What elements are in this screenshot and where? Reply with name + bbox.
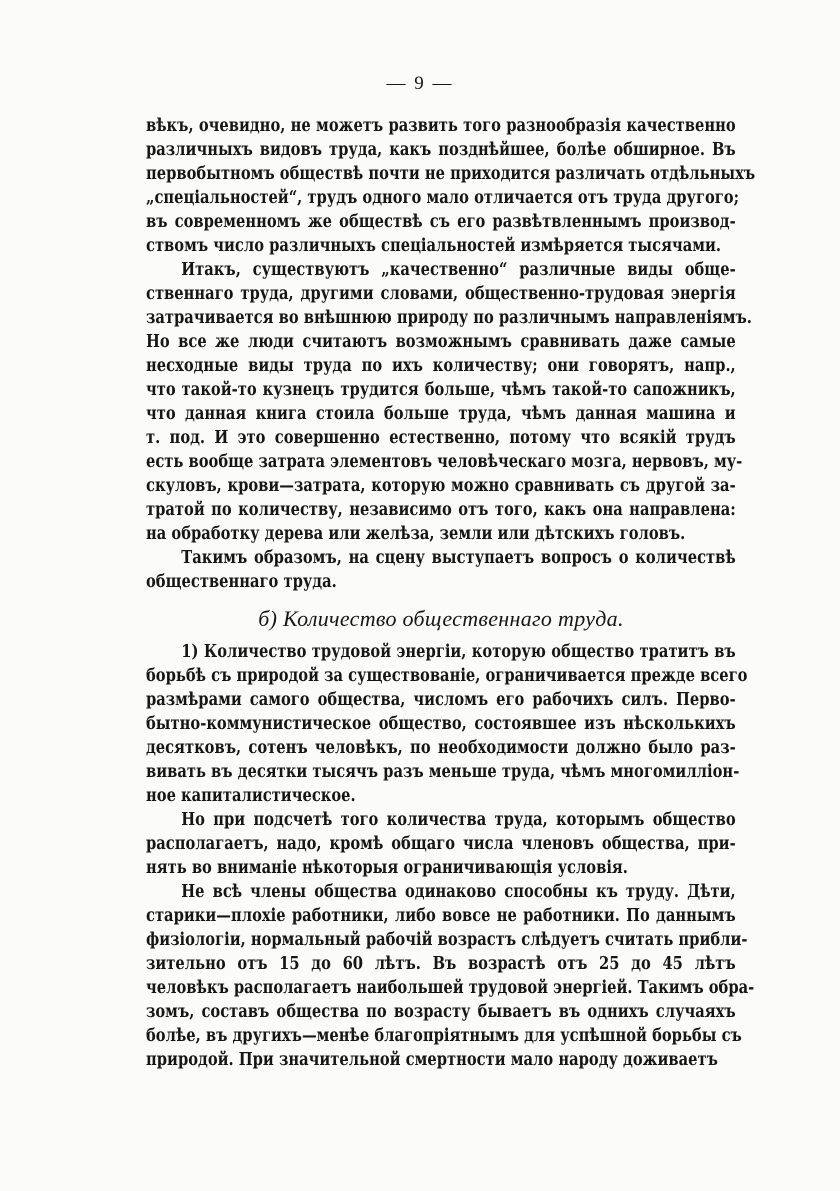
text-line: въ современномъ же обществѣ съ его развѣтвленнымъ производ- [146, 212, 736, 232]
paragraph [146, 808, 736, 880]
text-line: скуловъ, крови—затрата, которую можно сравнивать съ другой за- [146, 476, 736, 496]
text-line: 1) Количество трудовой энергіи, которую общество тратитъ въ [181, 642, 736, 662]
text-line: т. под. И это совершенно естественно, потому что всякій трудъ [146, 428, 736, 448]
text-line: зомъ, составъ общества по возрасту бываетъ въ однихъ случаяхъ [146, 1002, 736, 1022]
text-line: болѣе, въ другихъ—менѣе благопріятнымъ для успѣшной борьбы съ [146, 1026, 742, 1046]
text-line: Но все же люди считаютъ возможнымъ сравнивать даже самые [146, 332, 736, 352]
text-line: природой. При значительной смертности мало народу доживаетъ [146, 1050, 718, 1070]
paragraph [146, 546, 736, 594]
paragraph [146, 880, 755, 1072]
text-body [146, 114, 756, 1072]
text-line: Не всѣ члены общества одинаково способны къ труду. Дѣти, [181, 882, 736, 902]
text-line: бытно-коммунистическое общество, состоявшее изъ нѣсколькихъ [146, 714, 736, 734]
text-line: вѣкъ, очевидно, не можетъ развить того разнообразія качественно [146, 116, 736, 136]
text-line: ное капиталистическое. [146, 786, 356, 806]
text-line: размѣрами самого общества, числомъ его рабочихъ силъ. Перво- [146, 690, 736, 710]
paragraphs-after-heading [146, 640, 755, 1072]
text-line: нять во вниманіе нѣкоторыя ограничивающія условія. [146, 858, 628, 878]
text-line: человѣкъ располагаетъ наибольшей трудовой энергіей. Такимъ обра- [146, 978, 755, 998]
text-line: ственнаго труда, другими словами, общественно-трудовая энергія [146, 284, 736, 304]
text-line: что такой-то кузнецъ трудится больше, чѣмъ такой-то сапожникъ, [146, 380, 736, 400]
paragraphs-before-heading [146, 114, 756, 594]
text-line: что данная книга стоила больше труда, чѣмъ данная машина и [146, 404, 736, 424]
text-line: десятковъ, сотенъ человѣкъ, по необходимости должно было раз- [146, 738, 736, 758]
text-line: Такимъ образомъ, на сцену выступаетъ вопросъ о количествѣ [181, 548, 736, 568]
text-line: тратой по количеству, независимо отъ того, какъ она направлена: [146, 500, 736, 520]
paragraph [146, 258, 752, 546]
text-line: располагаетъ, надо, кромѣ общаго числа членовъ общества, при- [146, 834, 736, 854]
text-line: борьбѣ съ природой за существованіе, ограничивается прежде всего [146, 666, 748, 686]
text-line: зительно отъ 15 до 60 лѣтъ. Въ возрастѣ отъ 25 до 45 лѣтъ [146, 954, 736, 974]
text-line: несходные виды труда по ихъ количеству; они говорятъ, напр., [146, 356, 736, 376]
text-line: различныхъ видовъ труда, какъ позднѣйшее, болѣе обширное. Въ [146, 140, 736, 160]
text-line: общественнаго труда. [146, 572, 337, 592]
text-line: ствомъ число различныхъ спеціальностей измѣряется тысячами. [146, 236, 722, 256]
paragraph [146, 114, 756, 258]
text-line: Но при подсчетѣ того количества труда, которымъ общество [181, 810, 736, 830]
text-line: есть вообще затрата элементовъ человѣческаго мозга, нервовъ, му- [146, 452, 743, 472]
text-line: вивать въ десятки тысячъ разъ меньше труда, чѣмъ многомилліон- [146, 762, 740, 782]
text-line: старики—плохіе работники, либо вовсе не работники. По даннымъ [146, 906, 736, 926]
text-line: Итакъ, существуютъ „качественно“ различные виды обще- [181, 260, 736, 280]
text-line: физіологіи, нормальный рабочій возрастъ слѣдуетъ считать прибли- [146, 930, 748, 950]
text-line: на обработку дерева или желѣза, земли или дѣтскихъ головъ. [146, 524, 686, 544]
text-line: затрачивается во внѣшнюю природу по различнымъ направленіямъ. [146, 308, 752, 328]
text-line: „спеціальностей“, трудъ одного мало отличается отъ труда другого; [146, 188, 740, 208]
text-line: первобытномъ обществѣ почти не приходится различать отдѣльныхъ [146, 164, 756, 184]
page-number: — 9 — [386, 73, 454, 94]
paragraph [146, 640, 748, 808]
section-heading: б) Количество общественнаго труда. [258, 606, 624, 631]
